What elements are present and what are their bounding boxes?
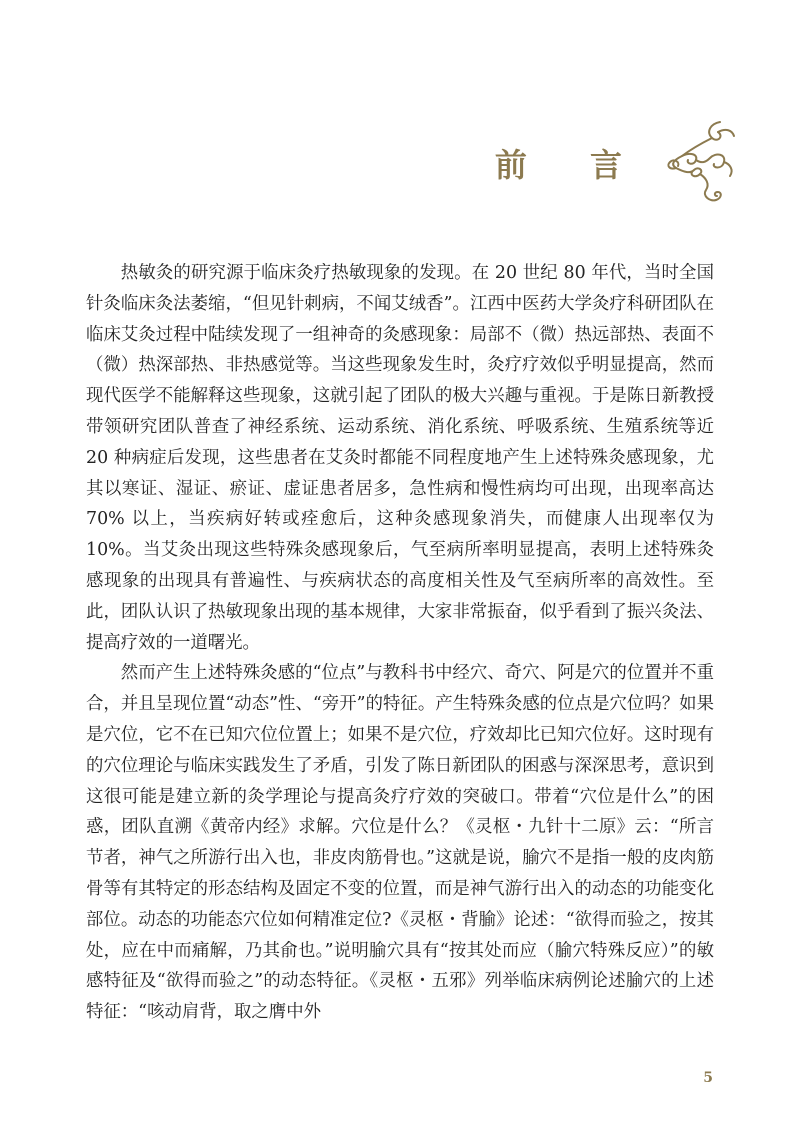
cloud-ornament-icon (660, 118, 740, 208)
paragraph: 然而产生上述特殊灸感的“位点”与教科书中经穴、奇穴、阿是穴的位置并不重合，并且呈现位置“动态”性、“旁开”的特征。产生特殊灸感的位点是穴位吗？如果是穴位，它不在已知穴位位置上；如果不是穴位，疗效却比已知穴位好。这时现有的穴位理论与临床实践发生了矛盾，引发了陈日新团队的困惑与深深思考，意识到这很可能是建立新的灸学理论与提高灸疗疗效的突破口。带着“穴位是什么”的困惑，团队直溯《黄帝内经》求解。穴位是什么？《灵枢・九针十二原》云：“所言节者，神气之所游行出入也，非皮肉筋骨也。”这就是说，腧穴不是指一般的皮肉筋骨等有其特定的形态结构及固定不变的位置，而是神气游行出入的动态的功能变化部位。动态的功能态穴位如何精准定位?《灵枢・背腧》论述：“欲得而验之，按其处，应在中而痛解，乃其俞也。”说明腧穴具有“按其处而应（腧穴特殊反应）”的敏感特征及“欲得而验之”的动态特征。《灵枢・五邪》列举临床病例论述腧穴的上述特征：“咳动肩背，取之膺中外 (86, 663, 714, 1023)
page-number: 5 (703, 1070, 713, 1086)
paragraph: 热敏灸的研究源于临床灸疗热敏现象的发现。在 20 世纪 80 年代，当时全国针灸临床灸法萎缩，“但见针刺病，不闻艾绒香”。江西中医药大学灸疗科研团队在临床艾灸过程中陆续发现了一组神奇的灸感现象：局部不（微）热远部热、表面不（微）热深部热、非热感觉等。当这些现象发生时，灸疗疗效似乎明显提高，然而现代医学不能解释这些现象，这就引起了团队的极大兴趣与重视。于是陈日新教授带领研究团队普查了神经系统、运动系统、消化系统、呼吸系统、生殖系统等近 20 种病症后发现，这些患者在艾灸时都能不同程度地产生上述特殊灸感现象，尤其以寒证、湿证、瘀证、虚证患者居多，急性病和慢性病均可出现，出现率高达 70% 以上，当疾病好转或痊愈后，这种灸感现象消失，而健康人出现率仅为 10%。当艾灸出现这些特殊灸感现象后，气至病所率明显提高，表明上述特殊灸感现象的出现具有普遍性、与疾病状态的高度相关性及气至病所率的高效性。至此，团队认识了热敏现象出现的基本规律，大家非常振奋，似乎看到了振兴灸法、提高疗效的一道曙光。 (86, 263, 714, 653)
chapter-title: 前 言 (494, 146, 648, 184)
chapter-header (440, 118, 740, 208)
body-text (86, 258, 714, 1028)
